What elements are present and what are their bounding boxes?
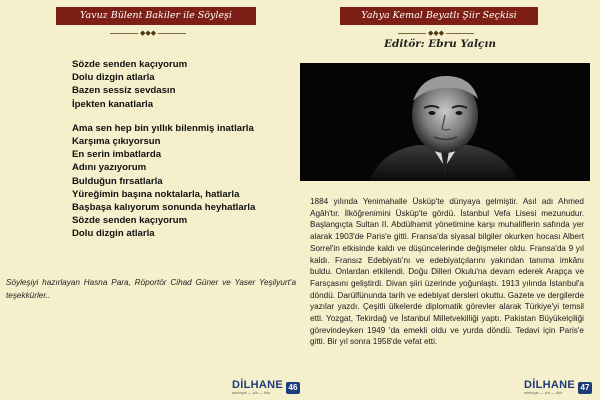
biography-text: 1884 yılında Yenimahalle Üsküp'te dünyaya gelmiştir. Asıl adı Ahmed Agâh'tır. İlköğrenimini Üsküp'te gördü. İstanbul Vefa Lisesi mezunudur. Başlangıçta Sultan II. Abdülhamit yönetimine karşı muhaliflerin safında yer alarak 1903'de Paris'e gitti. Fransa'da siyasal bilgiler okurken hocası Albert Sorrel'in etkisinde kaldı ve düşüncelerinde değişmeler oldu. Fransa'da 9 yıl kaldı. Fransız Edebiyatı'nı ve edebiyatçılarını yakından tanıma imkânı buldu. Onlardan etkilendi. Doğu Dilleri Okulu'na devam ederek Arapça ve Farsçasını geliştirdi. Divan şiiri üzerinde yoğunlaştı. 1913 yılında İstanbul'a döndü. Darülfünunda tarih ve edebiyat dersleri okuttu. Gazete ve dergilerde yazılar yazdı. Çeşitli ülkelerde diplomatik görevler alarak Türkiye'yi temsil etti. Yozgat, Tekirdağ ve İstanbul Milletvekilliği yaptı. Pakistan Büyükelçiliği görevindeyken 1949 'da emekli oldu ve yurda döndü. Tedavi için Paris'e gitti. Bir yıl sonra 1958'de vefat etti.	[310, 197, 584, 347]
ornament-line-icon	[446, 33, 474, 34]
ornament-line-icon	[398, 33, 426, 34]
ornament-diamond-icon: ◆◆◆	[428, 29, 445, 37]
poem-line: Karşıma çıkıyorsun	[72, 136, 161, 148]
ornament-diamond-icon: ◆◆◆	[140, 29, 157, 37]
poem-line: Dolu dizgin atlarla	[72, 72, 155, 84]
poem-stanza-2	[72, 122, 255, 241]
poem-stanza-1	[72, 58, 255, 111]
poem-line: İpekten kanatlarla	[72, 98, 154, 110]
poem-line: Ama sen hep bin yıllık bilenmiş inatlarla	[72, 122, 254, 134]
poem-line: Bulduğun fırsatlarla	[72, 175, 163, 187]
logo-tagline: edebiyat — şiir — fikir	[524, 391, 563, 395]
left-page-header: Yavuz Bülent Bakiler ile Söyleşi	[56, 7, 256, 25]
poem-line: Dolu dizgin atlarla	[72, 228, 155, 240]
ornament-line-icon	[158, 33, 186, 34]
right-page	[300, 0, 600, 400]
poem	[72, 58, 255, 252]
right-page-header: Yahya Kemal Beyatlı Şiir Seçkisi	[340, 7, 538, 25]
poem-line: En serin imbatlarda	[72, 149, 162, 161]
ornament-line-icon	[110, 33, 138, 34]
logo-tagline: edebiyat — şiir — fikir	[232, 391, 271, 395]
page-number: 47	[578, 382, 592, 394]
portrait-photo-icon	[300, 63, 590, 181]
poem-line: Adını yazıyorum	[72, 162, 147, 174]
portrait-illustration	[300, 63, 590, 181]
header-ornament	[110, 29, 186, 37]
dilhane-logo	[524, 380, 592, 395]
editor-credit: Editör: Ebru Yalçın	[384, 38, 496, 50]
dilhane-logo	[232, 380, 300, 395]
poem-line: Yüreğimin başına noktalarla, hatlarla	[72, 188, 240, 200]
logo-name: DİLHANE	[232, 379, 283, 391]
poem-line: Başbaşa kalıyorum sonunda heyhatlarla	[72, 202, 256, 214]
thanks-note: Söyleşiyi hazırlayan Hasna Para, Röportör Cihad Güner ve Yaser Yeşilyurt'a teşekkürler..	[6, 278, 296, 300]
poem-line: Bazen sessiz sevdasın	[72, 85, 176, 97]
poem-line: Sözde senden kaçıyorum	[72, 59, 188, 70]
logo-name: DİLHANE	[524, 379, 575, 391]
page-number: 46	[286, 382, 300, 394]
header-ornament	[398, 29, 474, 37]
poem-line: Sözde senden kaçıyorum	[72, 215, 188, 227]
